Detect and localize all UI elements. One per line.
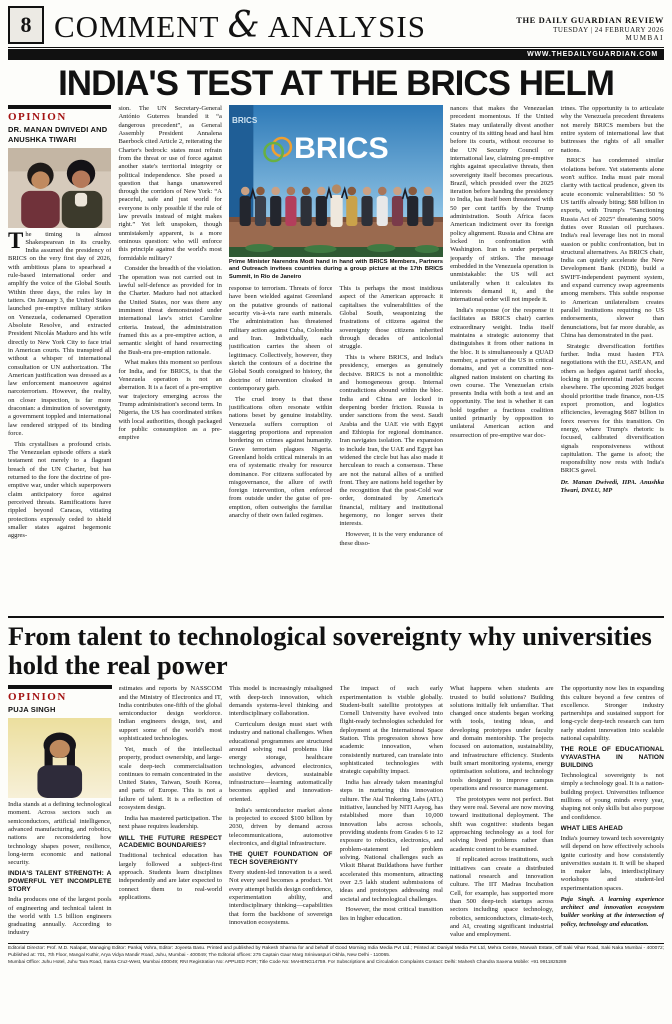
city-line: MUMBAI	[625, 34, 664, 43]
body-paragraph: Strategic diversification fortifies further. India must hasten FTA negotiations with the EU, ASEAN, and others as hedges against tariff shocks, locking in preferential market access elsewhere. The upcoming 2026 budget should prioritise trade finance, non-US export promotion, and logistics efficiencies, leveraging $687 billion in forex reserves for this transition. On energy, where Trump's rhetoric is focused, calibrated diversification signals responsiveness without capitulation. The game is afoot; the responsibility now rests with India's BRICS gavel.	[560, 342, 664, 475]
article1-column-6	[561, 105, 664, 611]
masthead-row	[8, 6, 664, 48]
body-paragraph: Technological sovereignty is not simply a technology goal. It is a nation-building project. Universities influence millions of young minds every year, shaping not only skills but also purpose and confidence.	[560, 772, 664, 821]
body-paragraph: India stands at a defining technological moment. Across sectors such as semiconductors, artificial intelligence, advanced manufacturing, and robotics, nations are reconsidering how technology shapes power, resilience, long-term economic and national security.	[8, 800, 112, 867]
article1-column-5	[450, 105, 553, 611]
article1-headline: INDIA'S TEST AT THE BRICS HELM	[58, 64, 614, 103]
section-word-comment: COMMENT	[54, 9, 219, 44]
website-bar	[8, 49, 664, 60]
article2-column-3	[229, 685, 333, 937]
section-subhead: THE QUIET FOUNDATION OF TECH SOVEREIGNTY	[229, 851, 333, 867]
body-paragraph: However, the most critical transition lies in higher education.	[339, 906, 443, 922]
body-paragraph: The cruel irony is that these justifications often resonate within nations beset by genuine instability. Venezuela suffers corruption of staggering proportions and repression bordering on crimes against humanity. Grave terrorism plagues Nigeria. Greenland holds critical minerals in an era of systematic rivalry for resource dominance. For citizens suffocated by misgovernance, the allure of swift foreign intervention, often enforced from outside under the guise of pre-emption, often outweighs the familiar anarchy of their own failed regimes.	[228, 395, 333, 520]
body-paragraph: trines. The opportunity is to articulate why the Venezuela precedent threatens not merely BRICS members but the entire system of international law that buttresses the rights of all smaller nations.	[560, 105, 664, 154]
brics-backdrop-text: BRICS	[293, 132, 389, 165]
article2-column-2	[119, 685, 223, 937]
paper-name: THE DAILY GUARDIAN REVIEW	[516, 14, 664, 25]
masthead	[8, 6, 664, 60]
brics-summit-photo	[229, 105, 443, 257]
body-paragraph: sion. The UN Secretary-General António Guterres branded it “a dangerous precedent”, as General Assembly President Annalena Baerbock cited Article 2, reiterating the Charter's bedrock: states must refrain from the threat or use of force against another state's territorial integrity or political independence. She posed a question that hangs unanswered through the corridors of New York: “A peaceful, safe and just world for everyone is only possible if the rule of law prevails instead of might makes right.” Yet left unspoken, though unmistakenly apparent, is a more ominous question: who will enforce this principle against the world's most formidable military?	[118, 105, 222, 262]
body-paragraph: This model is increasingly misaligned with deep-tech innovation, which demands systems-level thinking and interdisciplinary collaboration.	[229, 685, 333, 718]
article1-col1-text	[8, 227, 112, 541]
body-paragraph: India has mastered participation. The next phase requires leadership.	[118, 814, 222, 831]
authors-photo	[8, 148, 111, 228]
section-word-analysis: ANALYSIS	[267, 9, 426, 44]
body-paragraph: This crystallises a profound crisis. The Venezuelan episode offers a stark testament not merely to a flagrant breach of the UN Charter, but has returned to the fore the doctrine of pre-emptive war, under which superpowers claim anticipatory force against perceived threats. Ramifications have rippled beyond Caracas, vitiating protections expressly ceded to shield smaller states against hegemonic aggres-	[8, 440, 112, 540]
article1-column-3	[229, 285, 333, 611]
opinion-box-2	[8, 685, 112, 715]
article1-column-2	[118, 105, 221, 611]
masthead-meta	[516, 15, 664, 44]
article1-column-1	[8, 105, 111, 611]
section-subhead: INDIA'S TALENT STRENGTH: A POWERFUL YET INCOMPLETE STORY	[8, 870, 112, 894]
body-paragraph: Consider the breadth of the violation. The operation was not carried out in lawful self-defence as provided for in the Charter. Maduro had not attacked the United States, nor was there any imminent threat demonstrated under international law's strict Caroline criteria. Instead, the administration framed this as a pre-emptive action, a semantic sleight of hand resurrecting the Bush-era pre-emption rationale.	[118, 265, 222, 356]
article1-column-4	[339, 285, 443, 611]
body-paragraph: India produces one of the largest pools of engineering and technical talent in the world with 1.5 billion engineers graduating annually. According to industry	[8, 896, 112, 937]
body-paragraph: Traditional technical education has largely followed a subject-first approach. Students learn disciplines independently and are later expected to connect them to real-world applications.	[118, 852, 222, 901]
section-subhead: WILL THE FUTURE RESPECT ACADEMIC BOUNDARIES?	[118, 834, 222, 850]
article2-column-6	[561, 685, 665, 937]
opinion-label-2: OPINION	[8, 691, 67, 704]
body-paragraph: If replicated across institutions, such initiatives can create a distributed national research and innovation culture. The IIT Madras Incubation Cell, for example, has supported more than 500 deep-tech startups across sectors including space technology, robotics, semiconductors, climate-tech, and AI, creating significant industrial value and employment.	[450, 856, 554, 938]
body-paragraph: India's semiconductor market alone is projected to exceed $100 billion by 2030, driven by demand across telecommunications, automotive electronics, and digital infrastructure.	[229, 806, 333, 847]
opinion-label-1: OPINION	[8, 111, 67, 123]
article1-photo-subcolumns	[229, 285, 443, 611]
section-subhead: WHAT LIES AHEAD	[560, 825, 623, 832]
section-title	[54, 5, 426, 46]
drop-cap: T	[8, 227, 24, 253]
article2-author: PUJA SINGH	[8, 705, 56, 715]
imprint-line-2: Mumbai Office: Juhu Hotel, Juhu Tara Road, Santa Cruz-West, Mumbai 400049; RNI Registration No: APPLIED FOR; Title Code No: MAHENG14759. For Subscriptions and Circulation Complaints Contact: Delhi: Mahesh Chandra Saxena Mobile: +91 9911825289	[8, 960, 567, 966]
body-paragraph: This is perhaps the most insidious aspect of the American approach: it capitalises the vulnerabilities of the Global South, weaponizing the frustrations of citizens against the sovereignty those citizens inherited through decades of anticolonial struggle.	[339, 285, 444, 351]
article2-column-1	[8, 685, 112, 937]
article2-author-bio: Puja Singh. A learning experience architect and innovation ecosystem builder working at the intersection of policy, technology and education.	[560, 896, 664, 928]
page-number: 8	[20, 12, 32, 37]
body-paragraph: India's response (or the response it facilitates as BRICS chair) carries extraordinary weight. India itself maintains a strategic autonomy that distinguishes it from other nations in the bloc. It is simultaneously a QUAD member, a partner of the US in critical domains, and yet a committed non-aligned nation insistent on charting its own course. The Venezuelan crisis presents India with both a test and an opportunity. The test is whether it can hold together a fractious coalition united primarily by opposition to unilateral American action and resurrection of pre-emptive war doc-	[450, 307, 554, 439]
brics-panel-text: BRICS	[231, 116, 258, 125]
body-paragraph: response to terrorism. Threats of force have been wielded against Greenland on the putative grounds of national security vis-à-vis rare earth minerals. The administration has threatened military action against Cuba, Colombia and Iran. Individually, each justification carries the sheen of legitimacy. Collectively, however, they sketch the contours of a doctrine the Global South consigned to history, the doctrine of intervention cloaked in contemporary garb.	[228, 285, 333, 392]
article-universities	[8, 616, 664, 937]
body-paragraph: India has already taken meaningful steps in nurturing this innovation culture. The Atal Tinkering Labs (ATL) initiative, launched by NITI Aayog, has established more than 10,000 innovation labs across schools, providing students from Grades 6 to 12 exposure to robotics, electronics, and problem-statement led problem solving. National challenges such as Viksit Bharat Buildathons have further accelerated this momentum, attracting over 2.5 lakh student submissions of ideas and prototypes addressing real societal and technological challenges.	[339, 779, 443, 903]
article1-columns	[8, 105, 664, 611]
section-subhead: THE ROLE OF EDUCATIONAL VYAVASTHA IN NATION BUILDING	[560, 746, 664, 770]
body-paragraph: However, it is the very endurance of these disso-	[339, 531, 444, 547]
photo-caption: Prime Minister Narendra Modi hand in hand with BRICS Members, Partners and Outreach invitees countries during a group picture at the 17th BRICS Summit, in Rio de Janeiro	[228, 259, 444, 280]
body-paragraph: This is where BRICS, and India's presidency, emerges as genuinely decisive. BRICS is not a monolithic and homogeneous group. Internal contradictions abound within the bloc. India and China are locked in deepening border friction. Russia is under sanctions from the west. Saudi Arabia and the UAE vie with Egypt and Ethiopia for regional dominance. Iran navigates isolation. The expansion to include Iran, the UAE and Egypt has widened the circle but has also made it herculean to reach a consensus. These are not the natural allies of a unified front. They are nations held together by the recognition that the post-Cold war order, dominated by America's financial, military and institutional hegemony, no longer serves their interests.	[339, 354, 444, 528]
article2-headline: From talent to technological sovereignty why universities hold the real power	[8, 621, 652, 680]
article1-photo-span	[229, 105, 443, 611]
article1-authors: DR. MANAN DWIVEDI AND ANUSHKA TIWARI	[8, 125, 108, 144]
website-url: WWW.THEDAILYGUARDIAN.COM	[527, 51, 658, 58]
author-photo-puja-singh	[8, 718, 112, 798]
body-paragraph: BRICS has condemned similar violations before. Yet statements alone won't suffice. India must pair moral clarity with tactical prudence, given its acute economic vulnerabilities: 50 % US tariffs already biting; $88 billion in exports, with Trump's “Sanctioning Russia Act of 2025” threatening 500% duties over Russian oil purchases. India's real leverage lies not in moral suasion or public confrontation, but in structural alternatives. As BRICS chair, India can quietly accelerate the New Development Bank (NDB), build a SWIFT-independent payment system, and expand currency swap agreements among members. This subtle response to American unilateralism creates parallel institutions requiring no US endorsements, slower than denunciations, but far more durable, as China has demonstrated in the past.	[560, 157, 664, 339]
body-paragraph: What makes this moment so perilous for India, and for BRICS, is that the Venezuela operation is not an aberration. It is a facet of a pre-emptive war trajectory emerging across the Trump administration's second term. In Nigeria, the US has coordinated strikes with local authorities, though packaged for public consumption as a pre-emptive	[118, 359, 222, 442]
date-line: TUESDAY | 24 FEBRUARY 2026	[553, 25, 664, 34]
body-paragraph: The timing is almost Shakespearean in its cruelty. India assumed the presidency of BRICS on the very first day of 2026, with ambitious plans to spearhead a rule-based international order and amplify the voice of the Global South. Within three days, the rules lay in tatters. On January 3, the United States launched pre-emptive military strikes on Venezuela, codenamed Operation Absolute Resolve, and extracted President Nicolás Maduro and his wife directly to New York City to face trial in American courts. This transpired all without a whisper of international consultation or UN authorization. The American justification was dressed as a law enforcement manoeuvre against narcoterrorism. However, the reality, on closer inspection, is far more draconian: a diminution of sovereignty, a government toppled and international law rendered stripped of its binding force.	[8, 227, 112, 437]
section-ampersand: &	[227, 5, 261, 46]
body-paragraph: The prototypes were not perfect. But they were real. Several are now moving toward institutional deployment. The shift was cognitive: students began approaching technology as a tool for solving lived problems rather than academic content to be examined.	[450, 795, 554, 853]
imprint-line-1: Editorial Director: Prof. M.D. Nalapat, Managing Editor: Pankaj Vohra, Editor: Joyeeta Basu. Printed and published by Rakesh Sharma for and behalf of Good Morning India Media Pvt Ltd.; Printed at: Daniyal Media Pvt Ltd, Mehra Centre, Marwah Estate, Off Saki Vihar Road, Saki Naka Mumbai - 400072; Published at: 701, 7th Floor, Mangal Kuthir, Arya Vidya Mandir Road, Juhu, Mumbai - 400049; The Editorial offices: 275 Captain Gaur Marg Sriniwaspuri Okhla, New Delhi - 110065.	[8, 946, 664, 959]
body-paragraph: The impact of such early experimentation is visible globally. Student-built satellite prototypes at Cornell University have evolved into flight-ready technologies scheduled for deployment at the International Space Station. This progression shows how academic innovation, when consistently nurtured, can translate into sophisticated technologies with strategic capability impact.	[339, 685, 443, 776]
body-paragraph: The opportunity now lies in expanding this culture beyond a few centres of excellence. Stronger industry partnerships and sustained support for long-cycle deep-tech research can turn early student innovation into scalable national capability.	[560, 685, 664, 743]
article2-column-4	[340, 685, 444, 937]
body-paragraph: What happens when students are trusted to build solutions? Building solutions initially felt unfamiliar. That changed once students began working with tools, testing ideas, and developing prototypes under faculty and domain mentorship. The projects focused on automation, sustainability, and infrastructure efficiency. Students built smart monitoring systems, energy optimisation solutions, and technology tools designed to improve campus operations and resource management.	[450, 685, 554, 792]
article2-column-5	[450, 685, 554, 937]
body-paragraph: estimates and reports by NASSCOM and the Ministry of Electronics and IT, India contributes one-fifth of the global semiconductor design workforce. Indian engineers design, test, and support some of the world's most sophisticated technologies.	[118, 685, 222, 743]
body-paragraph: Yet, much of the intellectual property, product ownership, and large-scale deep-tech commercialisation continues to remain concentrated in the United States, Taiwan, South Korea, and parts of Europe. This is not a failure of talent. It is a reflection of ecosystem design.	[118, 745, 222, 812]
article1-attribution: Dr. Manan Dwivedi, IIPA. Anushka Tiwari, DNLU, MP	[560, 478, 664, 495]
article-brics	[8, 66, 664, 611]
article2-col1-text	[8, 801, 112, 937]
article2-columns	[8, 685, 664, 937]
imprint-footer	[8, 943, 664, 967]
body-paragraph: Curriculum design must start with industry and national challenges. When educational programmes are structured around solving real problems like energy storage, healthcare technologies, advanced electronics, assistive devices, sustainable infrastructure—learning automatically becomes applied and innovation-oriented.	[229, 720, 333, 803]
page-number-box	[8, 6, 44, 44]
body-paragraph: Every student-led innovation is a seed. Not every seed becomes a product. Yet every attempt builds design confidence, experimentation ability, and interdisciplinary thinking—capabilities that form the backbone of sovereign innovation ecosystems.	[229, 868, 333, 926]
body-paragraph: India's journey toward tech sovereignty will depend on how effectively schools ignite curiosity and how consistently universities sustain it. It will be shaped in maker labs, interdisciplinary workshops and student-led experimentation spaces.	[560, 834, 664, 892]
body-paragraph: nances that makes the Venezuelan precedent momentous. If the United States may unilaterally divest another country of its sitting head and haul him before its courts, without recourse to the UN Security Council or international law, claiming pre-emptive rights against speculative threats, then sovereignty itself becomes precarious. Brazil, which presided over the 2025 iteration before handing the presidency to India, has itself been threatened with 50 per cent tariffs by the Trump administration. South Africa faces American indictment over its foreign policy alignment. Russia and China are locked in confrontation with Washington. Iran is under perpetual jeopardy of strikes. The message embedded in the Venezuela operation is unmistakable: the US will act unilaterally when it calculates its interests demand it, and the international order will not impede it.	[450, 105, 554, 304]
opinion-box-1	[8, 105, 111, 145]
